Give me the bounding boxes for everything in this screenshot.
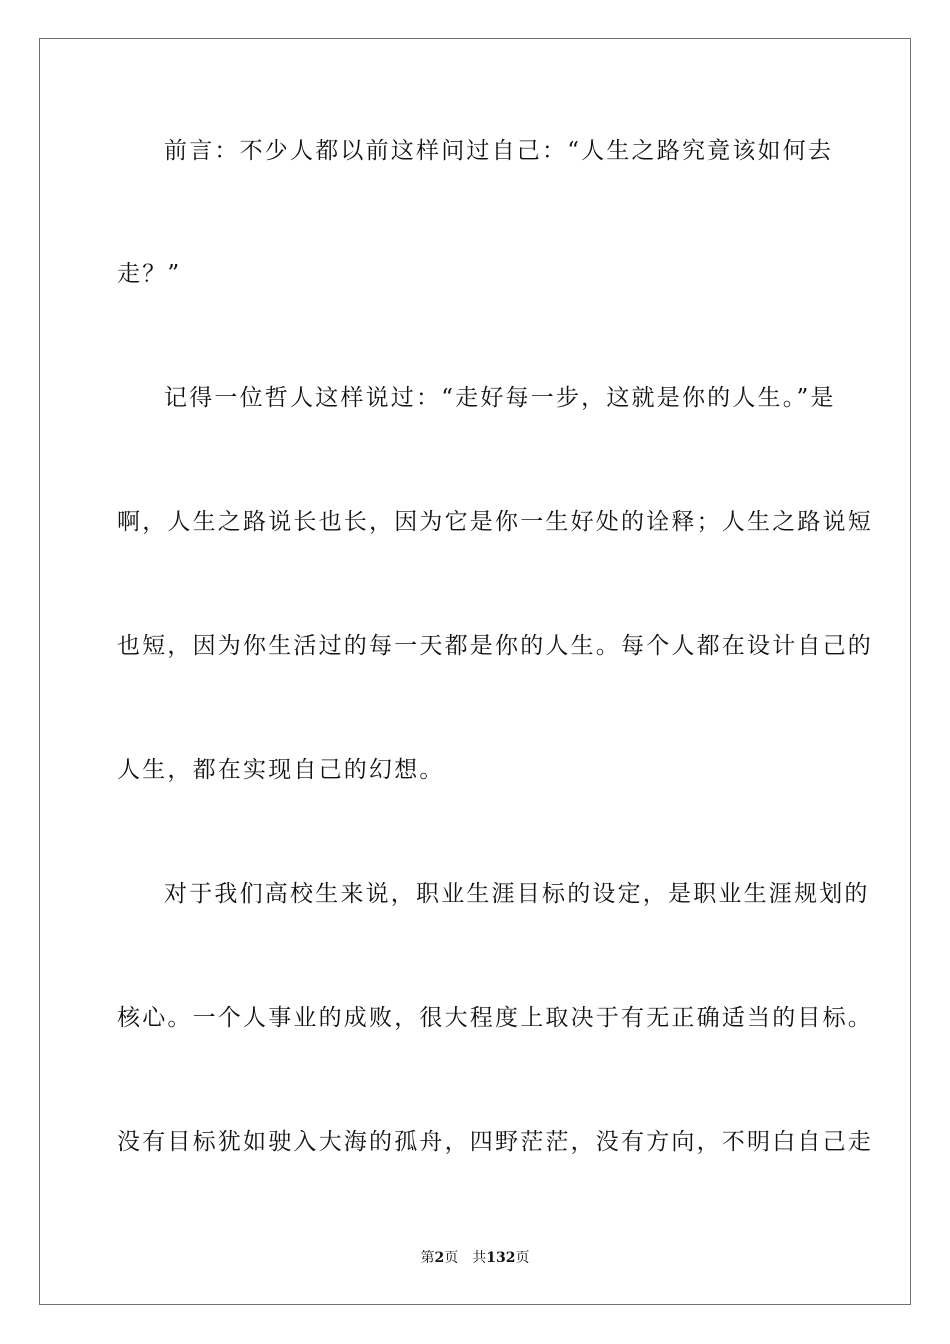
total-prefix: 共 [472,1250,487,1266]
paragraph-line: 走？” [117,261,182,287]
paragraph-line: 啊，人生之路说长也长，因为它是你一生好处的诠释；人生之路说短 [117,509,873,535]
page-footer [0,1248,950,1268]
paragraph-line: 对于我们高校生来说，职业生涯目标的设定，是职业生涯规划的 [164,881,870,907]
total-pages: 132 [486,1250,516,1266]
paragraph-line: 没有目标犹如驶入大海的孤舟，四野茫茫，没有方向，不明白自己走 [117,1129,873,1155]
paragraph-line: 也短，因为你生活过的每一天都是你的人生。每个人都在设计自己的 [117,633,873,659]
page-suffix: 页 [444,1250,459,1266]
paragraph-line: 人生，都在实现自己的幻想。 [117,757,445,783]
total-suffix: 页 [515,1250,530,1266]
page-prefix: 第 [420,1250,435,1266]
paragraph-line: 记得一位哲人这样说过：“走好每一步，这就是你的人生。”是 [164,385,836,411]
page-border [39,38,911,1305]
paragraph-line: 核心。一个人事业的成败，很大程度上取决于有无正确适当的目标。 [117,1005,873,1031]
page-number: 2 [434,1250,445,1266]
paragraph-line: 前言：不少人都以前这样问过自己：“人生之路究竟该如何去 [164,138,834,164]
